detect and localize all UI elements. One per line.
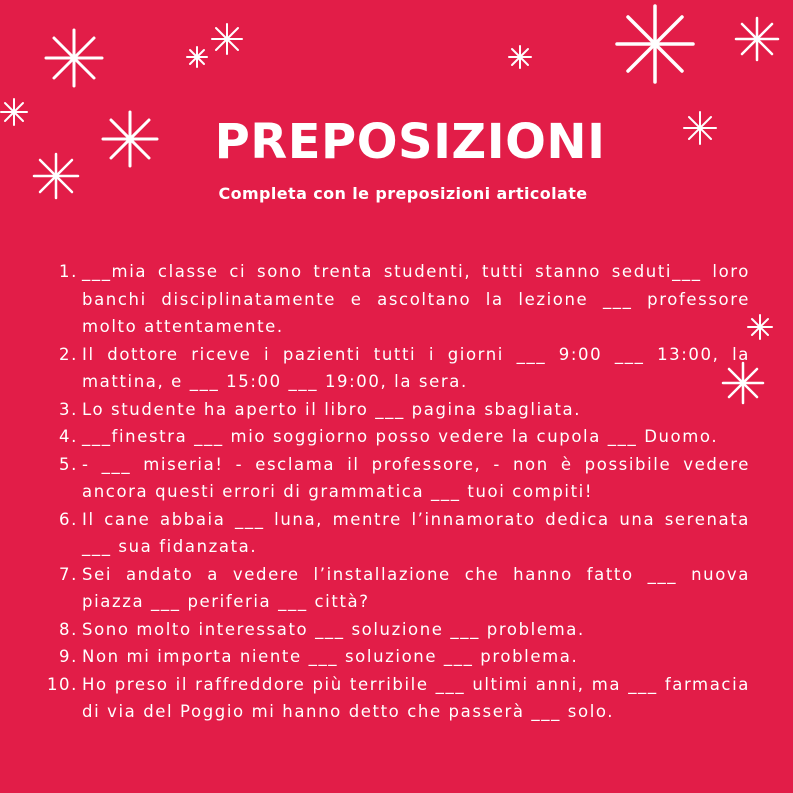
exercise-number: 10. — [46, 674, 78, 694]
exercise-number: 8. — [59, 619, 78, 639]
exercise-number: 3. — [59, 399, 78, 419]
star-icon — [46, 30, 102, 86]
exercise-item — [0, 396, 793, 424]
exercise-item — [0, 671, 793, 726]
page-title: PREPOSIZIONI — [214, 114, 606, 170]
exercise-list — [0, 258, 793, 726]
exercise-number: 6. — [59, 509, 78, 529]
exercise-item — [0, 616, 793, 644]
star-icon — [212, 24, 242, 54]
page-subtitle: Completa con le preposizioni articolate — [218, 184, 588, 203]
exercise-item — [0, 451, 793, 506]
exercise-item — [0, 258, 793, 341]
star-icon — [187, 47, 207, 67]
exercise-number: 7. — [59, 564, 78, 584]
exercise-item — [0, 506, 793, 561]
exercise-number: 4. — [59, 427, 78, 446]
exercise-number: 9. — [59, 647, 78, 666]
exercise-item — [0, 341, 793, 396]
exercise-text: Sono molto interessato ___ soluzione ___ problema. — [82, 619, 585, 639]
star-icon — [736, 18, 778, 60]
exercise-text: ___finestra ___ mio soggiorno posso vedere la cupola ___ Duomo. — [82, 427, 719, 446]
exercise-text: Il cane abbaia ___ luna, mentre l’innamorato dedica una serenata ___ sua fidanzata. — [82, 509, 750, 556]
exercise-number: 2. — [59, 344, 78, 364]
exercise-item — [0, 561, 793, 616]
exercise-item — [0, 423, 793, 451]
exercise-text: Il dottore riceve i pazienti tutti i giorni ___ 9:00 ___ 13:00, la mattina, e ___ 15:00 ___ 19:00, la sera. — [82, 344, 750, 391]
exercise-text: - ___ miseria! - esclama il professore, - non è possibile vedere ancora questi errori di grammatica ___ tuoi compiti! — [82, 454, 750, 501]
exercise-text: Lo studente ha aperto il libro ___ pagina sbagliata. — [82, 399, 582, 419]
exercise-item — [0, 643, 793, 671]
exercise-number: 1. — [59, 262, 78, 281]
exercise-text: Ho preso il raffreddore più terribile ___ ultimi anni, ma ___ farmacia di via del Poggio mi hanno detto che passerà ___ solo. — [82, 674, 750, 721]
exercise-number: 5. — [59, 454, 78, 474]
star-icon — [509, 46, 531, 68]
exercise-text: Non mi importa niente ___ soluzione ___ problema. — [82, 647, 579, 666]
star-icon — [617, 6, 693, 82]
exercise-text: ___mia classe ci sono trenta studenti, tutti stanno seduti___ loro banchi disciplinatamente e ascoltano la lezione ___ professore molto attentamente. — [82, 262, 750, 336]
exercise-text: Sei andato a vedere l’installazione che hanno fatto ___ nuova piazza ___ periferia ___ città? — [82, 564, 750, 611]
